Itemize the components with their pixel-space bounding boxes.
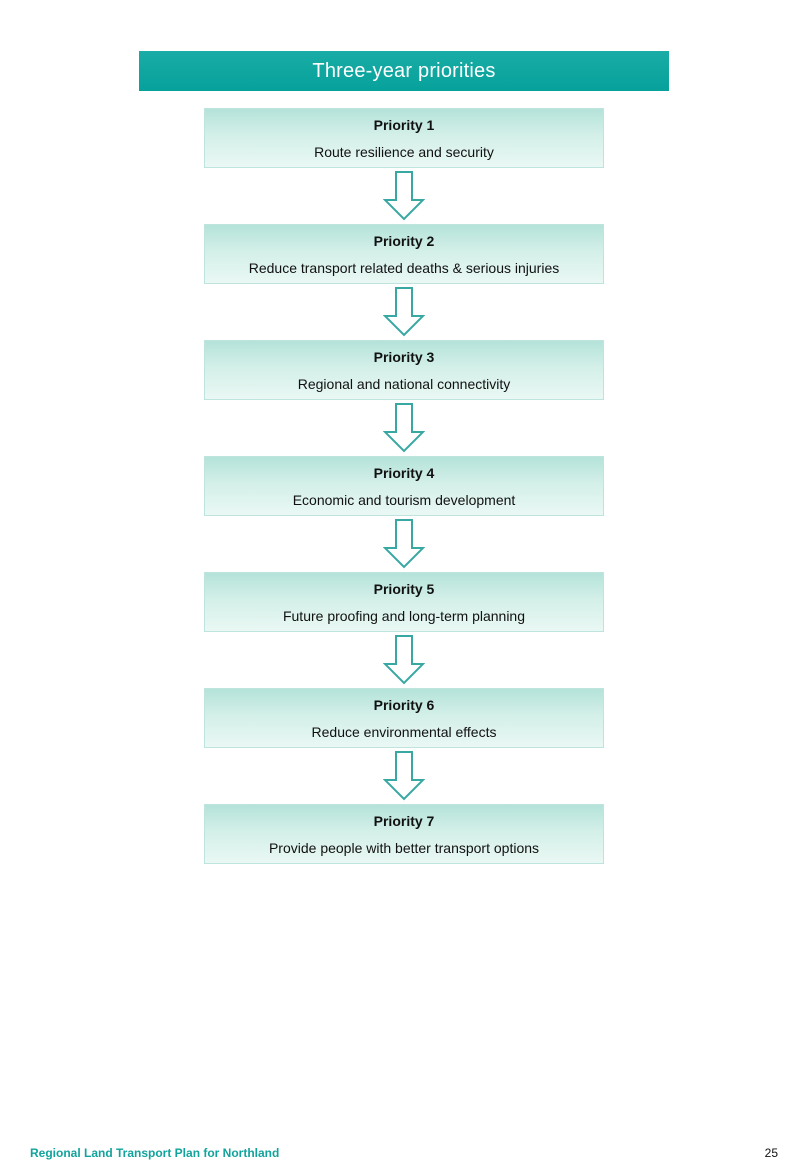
section-banner [139,51,669,91]
down-arrow-icon [204,516,604,572]
priority-description: Reduce environmental effects [311,723,497,740]
priority-description: Future proofing and long-term planning [282,607,526,624]
priority-label: Priority 4 [373,464,435,481]
down-arrow-icon [204,400,604,456]
section-title: Three-year priorities [312,59,496,82]
priority-box-7 [204,804,604,864]
priority-description: Route resilience and security [314,143,494,160]
priority-box-3 [204,340,604,400]
priority-label: Priority 1 [373,116,435,133]
priority-box-2 [204,224,604,284]
priority-label: Priority 7 [373,812,435,829]
priority-description: Economic and tourism development [292,491,516,508]
priority-description: Provide people with better transport options [268,839,540,856]
down-arrow-icon [204,168,604,224]
priority-description: Regional and national connectivity [297,375,511,392]
priority-box-1 [204,108,604,168]
priority-flowchart [204,108,604,864]
priority-label: Priority 2 [373,232,435,249]
priority-label: Priority 3 [373,348,435,365]
down-arrow-icon [204,632,604,688]
down-arrow-icon [204,284,604,340]
priority-box-6 [204,688,604,748]
page-number: 25 [764,1146,778,1160]
priority-box-4 [204,456,604,516]
priority-box-5 [204,572,604,632]
priority-label: Priority 6 [373,696,435,713]
priority-label: Priority 5 [373,580,435,597]
priority-description: Reduce transport related deaths & serious injuries [248,259,560,276]
down-arrow-icon [204,748,604,804]
footer-document-title: Regional Land Transport Plan for Northland [30,1146,280,1160]
